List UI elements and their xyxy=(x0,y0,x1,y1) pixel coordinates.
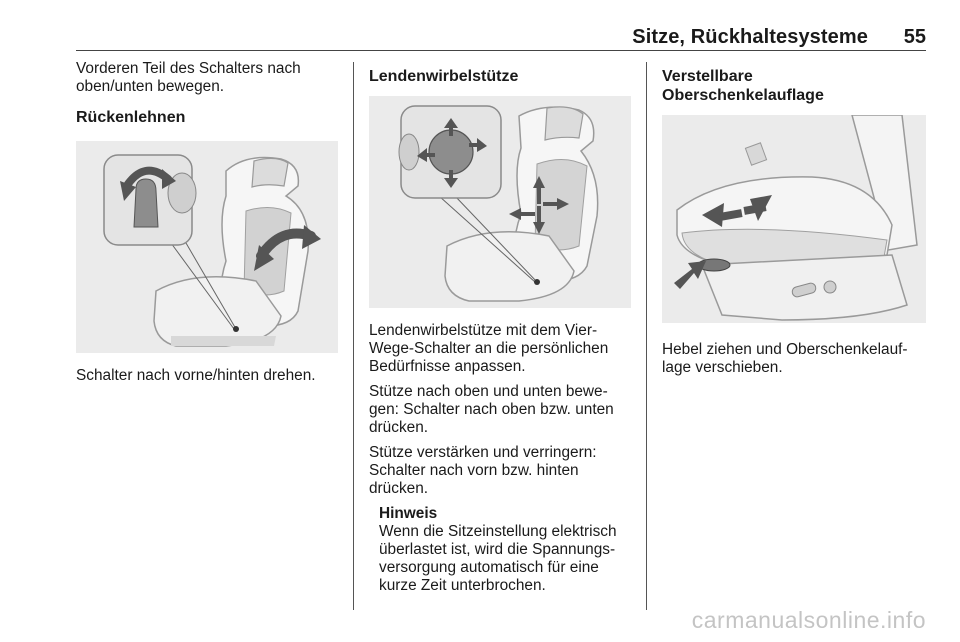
backrest-figure xyxy=(76,141,338,353)
heading-backrest: Rückenlehnen xyxy=(76,109,186,126)
heading-thigh-support-line2: Oberschenkelauflage xyxy=(662,87,824,104)
page-header xyxy=(76,26,926,50)
thigh-support-figure xyxy=(662,115,926,323)
column-divider-2 xyxy=(646,62,647,610)
watermark: carmanualsonline.info xyxy=(691,607,926,633)
column-divider-1 xyxy=(353,62,354,610)
column-lumbar xyxy=(369,60,631,595)
thigh-support-caption: Hebel ziehen und Oberschenkelauf-lage verschieben. xyxy=(662,341,908,376)
backrest-caption: Schalter nach vorne/hinten drehen. xyxy=(76,367,316,384)
lumbar-figure xyxy=(369,96,631,308)
note-title: Hinweis xyxy=(379,505,438,522)
heading-lumbar: Lendenwirbelstütze xyxy=(369,68,519,85)
note-text: Wenn die Sitzeinstellung elektrisch überlastet ist, wird die Spannungs-versorgung automatisch für eine kurze Zeit unterbrochen. xyxy=(379,523,617,594)
lumbar-paragraph-1: Lendenwirbelstütze mit dem Vier-Wege-Schalter an die persönlichen Bedürfnisse anpassen. xyxy=(369,322,609,375)
lumbar-paragraph-3: Stütze verstärken und verringern: Schalter nach vorn bzw. hinten drücken. xyxy=(369,444,597,497)
intro-text: Vorderen Teil des Schalters nach oben/unten bewegen. xyxy=(76,60,301,95)
lumbar-paragraph-2: Stütze nach oben und unten bewe-gen: Schalter nach oben bzw. unten drücken. xyxy=(369,383,614,436)
column-thigh-support xyxy=(662,60,926,384)
note-box xyxy=(379,505,631,595)
section-title: Sitze, Rückhaltesysteme xyxy=(632,26,868,48)
column-backrest xyxy=(76,60,338,392)
page-number: 55 xyxy=(903,26,926,48)
heading-thigh-support-line1: Verstellbare xyxy=(662,68,753,85)
header-rule xyxy=(76,50,926,51)
